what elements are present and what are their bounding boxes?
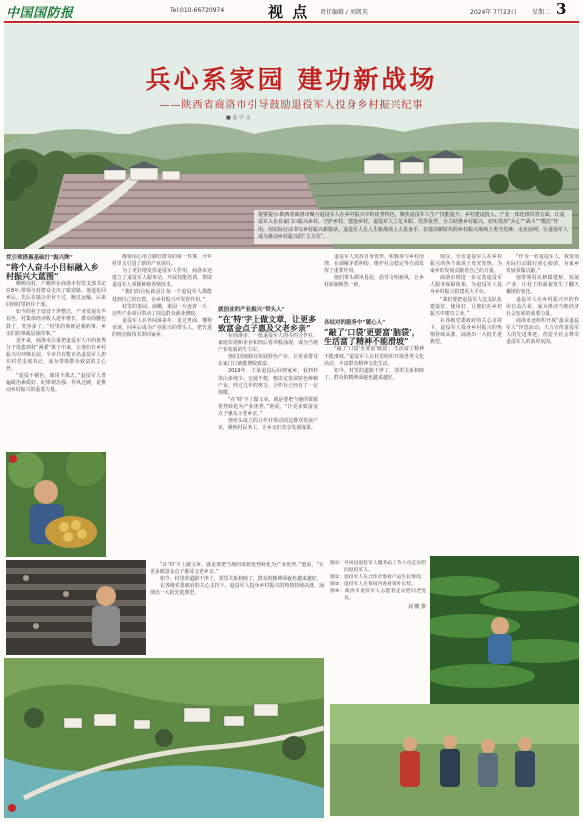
paragraph: 在商洛市，一批退役军人创办的合作社、家庭农场和企业如雨后春笋般涌现，成为当地产业发展的生力军。 xyxy=(218,333,318,354)
newspaper-logo: 中国国防报 xyxy=(6,6,74,21)
photo-caption: 图①：丹凤县退役军人服务站工作人员走访慰问退役军人。 xyxy=(330,561,426,573)
issue-weekday: 星期二 xyxy=(532,9,551,16)
photo-captions-block xyxy=(330,560,426,700)
issue-date: 2024年 7月23日 xyxy=(470,9,517,16)
paragraph: 他牵头成立的合作社带动周边群众发展产业，吸纳村民务工，让乡亲们共享发展成果。 xyxy=(218,418,318,432)
photo-caption: 图②：退役军人在合作社察看产品生长情况。 xyxy=(330,575,426,580)
group-visit-illustration xyxy=(330,704,579,816)
column-3 xyxy=(218,254,318,559)
section-2-title: “在‘特’字上做文章，让更多致富金点子惠及父老乡亲” xyxy=(218,314,317,333)
section-2-kicker: 就创业的产业振兴“带头人” xyxy=(218,307,285,313)
photo-3-aerial-village xyxy=(4,658,324,818)
section-2-heading xyxy=(218,306,318,333)
paragraph: 退役军人在外闯荡多年，见过世面、懂得市场，回乡后成为产业振兴的带头人，把先进的理念和技术带回家乡。 xyxy=(112,317,212,339)
article-byline: ■ 金 宇 义 xyxy=(226,115,251,121)
paragraph: “退役不褪色，离岗不离志。”退役军人普遍政治素质好、纪律观念强、作风过硬，是推动乡村振兴的重要力量。 xyxy=(6,373,106,394)
paragraph: 他们带头移风易俗，倡导文明新风，让乡村面貌焕然一新。 xyxy=(324,275,424,289)
aerial-village-illustration xyxy=(4,658,324,818)
paragraph: 他们因地制宜发展特色产业，让更多群众在家门口就能增收致富。 xyxy=(218,354,318,368)
paragraph: 在各级党委政府的关心支持下，退役军人投身乡村振兴的热情持续高涨，涌现出一大批先进典型。 xyxy=(430,317,502,346)
paragraph: 现在，全市退役军人在乡村振兴的各个战场上发光发热，为家乡的发展贡献着自己的力量。 xyxy=(430,254,502,275)
photo-captions xyxy=(430,520,579,554)
photo-caption: 图③：退役军人在茶园内查看茶叶长势。 xyxy=(330,582,416,587)
paragraph: 他带领村民修路建桥、发展产业，让村子的面貌发生了翻天覆地的变化。 xyxy=(506,275,579,296)
paragraph: “敲了‘口袋’更要富‘脑袋’，生活富了精神不能滑坡。”退役军人在村里组织开展各类文化活动，丰富群众精神文化生活。 xyxy=(324,346,424,367)
article-lead-summary: 提要提示:陕西省商洛市聚合退役军人在乡村振兴中的优势特色，聚焦退役军人生产技能提升、乡村建设投入、产业一体化组织等方面，让退役军人在自家门口振兴乡村、守护乡村、建设乡村。退役军人立足本职、发挥优势，全力助推乡村振兴，切实发挥“兵心”“战斗”“模范”作用，用实际行动书写乡村振兴新篇章。退役军人在人生新战场上大显身手，在建功新时代的乡村振兴战场上勇当先锋、走在前列，让退役军人成为推动乡村振兴的“主力军”。 xyxy=(254,210,572,244)
page-number: 3 xyxy=(556,0,567,18)
paragraph: 都要用心用力做好群众的每一件事，今年村里又引进了新的产业项目。 xyxy=(112,254,212,268)
article-subheadline: ——陕西省商洛市引导鼓励退役军人投身乡村振兴纪事 xyxy=(159,100,424,111)
paragraph: 近年来，商洛市注重把退役军人中的优秀分子选拔到村“两委”班子中来，让他们在乡村振兴中冲锋在前。全市共有数百名退役军人担任村党支部书记，成为带领群众致富的主心骨。 xyxy=(6,337,106,373)
paragraph: 商洛市将进一步完善退役军人服务保障体系，为退役军人投身乡村振兴搭建更大平台。 xyxy=(430,275,502,296)
section-1-kicker: 党引领搭惠基础打“振兴牌” xyxy=(6,255,73,261)
paragraph: “在‘特’字上做文章，就是要把当地的资源优势转化为产业优势。”他说，“让更多致富金点子惠及父老乡亲。” xyxy=(218,396,318,418)
column-2 xyxy=(112,254,212,554)
telephone-number: Tel:010-66720974 xyxy=(170,7,225,14)
column-1 xyxy=(6,254,106,450)
column-6 xyxy=(506,254,579,554)
photo-1-farmer-with-produce xyxy=(6,452,106,557)
mushroom-shed-illustration xyxy=(6,560,146,655)
tea-garden-illustration xyxy=(430,556,579,704)
photo-2-mushroom-shed xyxy=(6,560,146,655)
paragraph: “我们的目标就是让每一个退役军人都能找到自己的位置，在乡村振兴中发挥作用。” xyxy=(112,289,212,303)
paragraph: 在各级党委政府的关心支持下，退役军人投身乡村振兴的热情持续高涨，涌现出一大批先进典型。 xyxy=(150,583,324,597)
masthead xyxy=(0,0,583,20)
paragraph: “我们要把退役军人这支队伍建设好、使用好，让他们在乡村振兴中建功立业。” xyxy=(430,296,502,317)
photo-4-tea-garden xyxy=(430,556,579,704)
column-5 xyxy=(430,254,502,554)
column-2-continued xyxy=(150,562,324,654)
responsible-editor: 责任编辑 / 刘凯英 xyxy=(320,9,368,16)
paragraph: 为了更好地发挥退役军人作用，商洛市还建立了退役军人服务站，开展技能培训，帮助退役军人掌握种植养殖技术。 xyxy=(112,268,212,289)
column-4 xyxy=(324,254,424,559)
hero-photo xyxy=(4,24,579,249)
paragraph: 退役军人在乡村振兴中的作用日益凸显，成为推动当地经济社会发展的重要力量。 xyxy=(506,296,579,317)
section-1-heading xyxy=(6,254,106,281)
paragraph: 村里的茶园、菌棚、果园一片连着一片，这些产业项目带动了周边群众就业增收。 xyxy=(112,303,212,317)
farmer-photo-illustration xyxy=(6,452,106,557)
photo-caption: 图④：商洛市退役军人志愿者走访慰问老党员。 xyxy=(330,589,426,601)
section-1-title: “将个人奋斗小目标融入乡村振兴大蓝图” xyxy=(6,262,99,281)
photo-5-visiting-elderly xyxy=(330,704,579,816)
paragraph: 柳树岗村，户籍所在商洛市村党支部书记任8年,带领全村群众走出了致富路。他退伍回乡后，先后在镇办企业干过，跑过运输，后来回到村里担任干部。 xyxy=(6,281,106,309)
paragraph: 如今的村子处处干净整洁，产业发展有声有色，村集体经济收入逐年增长，群众的腰包鼓了，笑容多了。“村里的事就是我的事，乡亲们的事就是我的事。” xyxy=(6,309,106,337)
section-title: 视 点 xyxy=(268,3,310,21)
section-3-heading xyxy=(324,319,424,346)
section-3-kicker: 各结对的服务中“暖心人” xyxy=(324,320,386,327)
paragraph: 退役军人发挥自身优势，积极参与乡村治理，在调解矛盾纠纷、维护社会稳定等方面发挥了重要作用。 xyxy=(324,254,424,275)
paragraph: 如今，村里的道路干净了，邻里关系和睦了，群众的精神面貌也越来越好。 xyxy=(160,576,322,583)
article-headline: 兵心系家园 建功新战场 xyxy=(145,65,438,94)
masthead-divider xyxy=(4,21,579,23)
paragraph: 2019年，王某退役后回到家乡，看到村里山多地少、交通不便，便决定发展特色种植产业。经过几年的努力，合作社已经有了一定规模。 xyxy=(218,368,318,396)
paragraph: 商洛市还组织开展“最美退役军人”评选活动，大力宣传退役军人的先进事迹，营造全社会尊崇退役军人的浓厚氛围。 xyxy=(506,317,579,346)
section-3-title: “敲了‘口袋’更要富‘脑袋’，生活富了精神不能滑坡” xyxy=(324,327,420,347)
paragraph: “作为一名退役军人，我要用实际行动践行初心使命，为家乡发展多做贡献。” xyxy=(506,254,579,275)
photo-credit: 刘 鹏 摄 xyxy=(407,604,426,610)
paragraph: 如今，村里的道路干净了，邻里关系和睦了，群众的精神面貌也越来越好。 xyxy=(324,367,424,381)
paragraph: “在‘特’字上做文章，就是要把当地的资源优势转化为产业优势。”他说，“让更多致富金点子惠及父老乡亲。” xyxy=(150,562,324,576)
